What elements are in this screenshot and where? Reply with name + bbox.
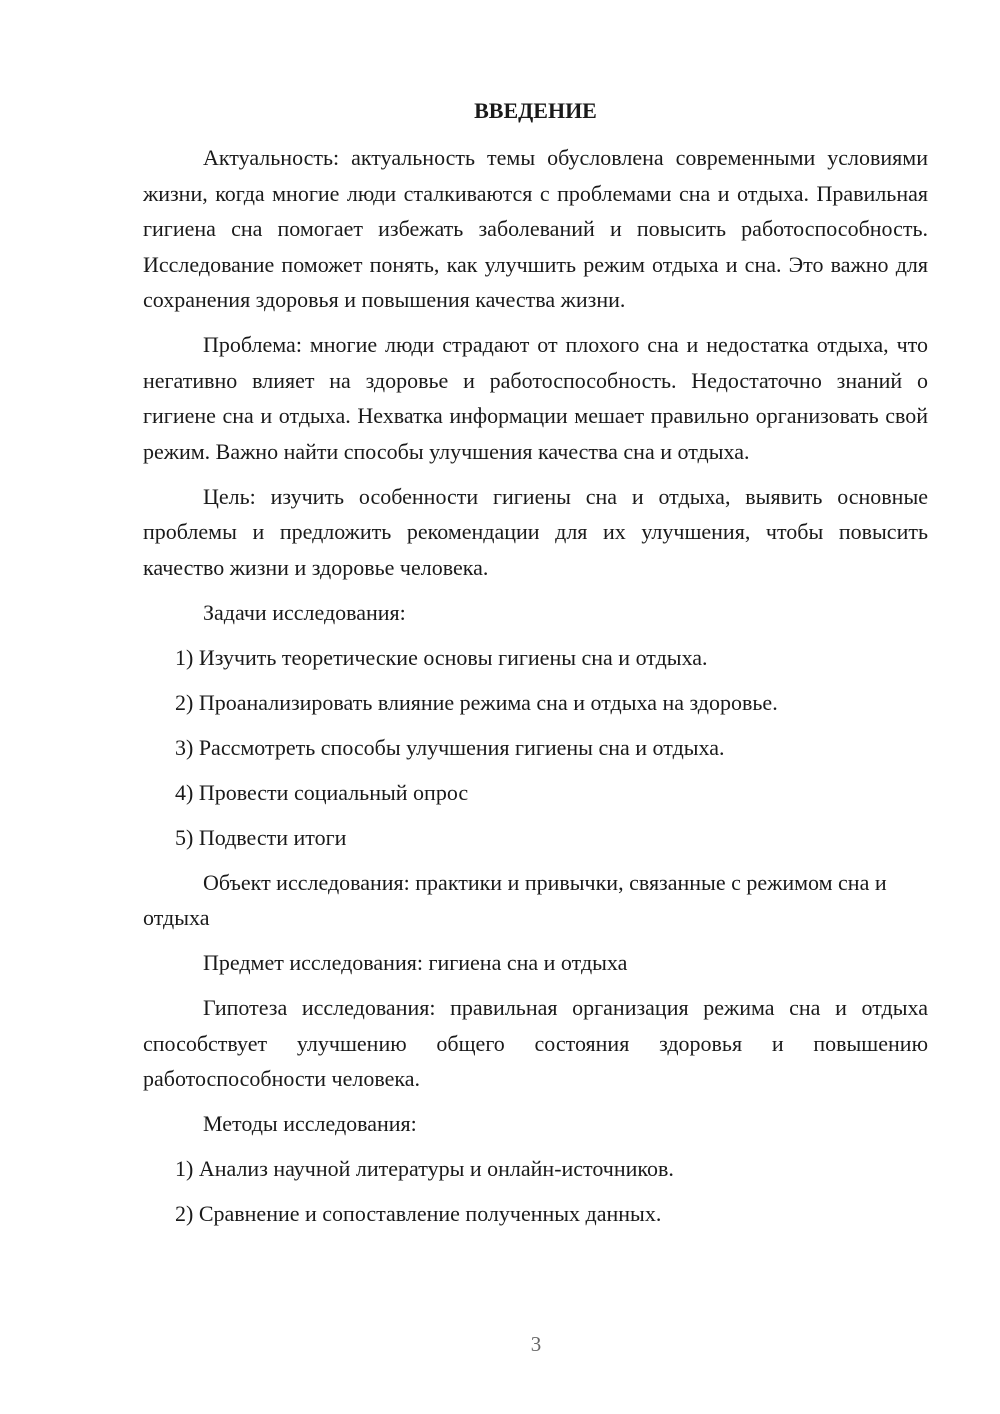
list-item: 5) Подвести итоги	[175, 824, 347, 850]
paragraph-subject: Предмет исследования: гигиена сна и отдыха	[203, 950, 628, 975]
paragraph-goal: Цель: изучить особенности гигиены сна и отдыха, выявить основные проблемы и предложить рекомендации для их улучшения, чтобы повысить качество жизни и здоровье человека.	[143, 483, 928, 580]
list-item: 3) Рассмотреть способы улучшения гигиены сна и отдыха.	[175, 734, 725, 760]
list-item: 2) Сравнение и сопоставление полученных данных.	[175, 1201, 662, 1226]
list-item: 1) Изучить теоретические основы гигиены сна и отдыха.	[175, 644, 708, 670]
list-item: 2) Проанализировать влияние режима сна и отдыха на здоровье.	[175, 689, 778, 715]
list-item: 4) Провести социальный опрос	[175, 779, 469, 805]
document-page	[143, 96, 928, 1241]
page-number: 3	[530, 1332, 542, 1356]
section-heading: ВВЕДЕНИЕ	[474, 98, 597, 123]
tasks-title: Задачи исследования:	[203, 599, 406, 625]
list-item: 1) Анализ научной литературы и онлайн-источников.	[175, 1156, 674, 1181]
tasks-list	[143, 640, 928, 856]
paragraph-hypothesis: Гипотеза исследования: правильная организация режима сна и отдыха способствует улучшению общего состояния здоровья и повышению работоспособности человека.	[143, 995, 928, 1091]
paragraph-problem: Проблема: многие люди страдают от плохого сна и недостатка отдыха, что негативно влияет на здоровье и работоспособность. Недостаточно знаний о гигиене сна и отдыха. Нехватка информации мешает правильно организовать свой режим. Важно найти способы улучшения качества сна и отдыха.	[143, 332, 928, 464]
methods-title: Методы исследования:	[203, 1111, 417, 1136]
methods-list	[143, 1151, 928, 1232]
paragraph-relevance: Актуальность: актуальность темы обусловлена современными условиями жизни, когда многие люди сталкиваются с проблемами сна и отдыха. Правильная гигиена сна помогает избежать заболеваний и повысить работоспособность. Исследование поможет понять, как улучшить режим отдыха и сна. Это важно для сохранения здоровья и повышения качества жизни.	[143, 145, 928, 312]
paragraph-object: Объект исследования: практики и привычки, связанные с режимом сна и отдыха	[143, 869, 887, 930]
